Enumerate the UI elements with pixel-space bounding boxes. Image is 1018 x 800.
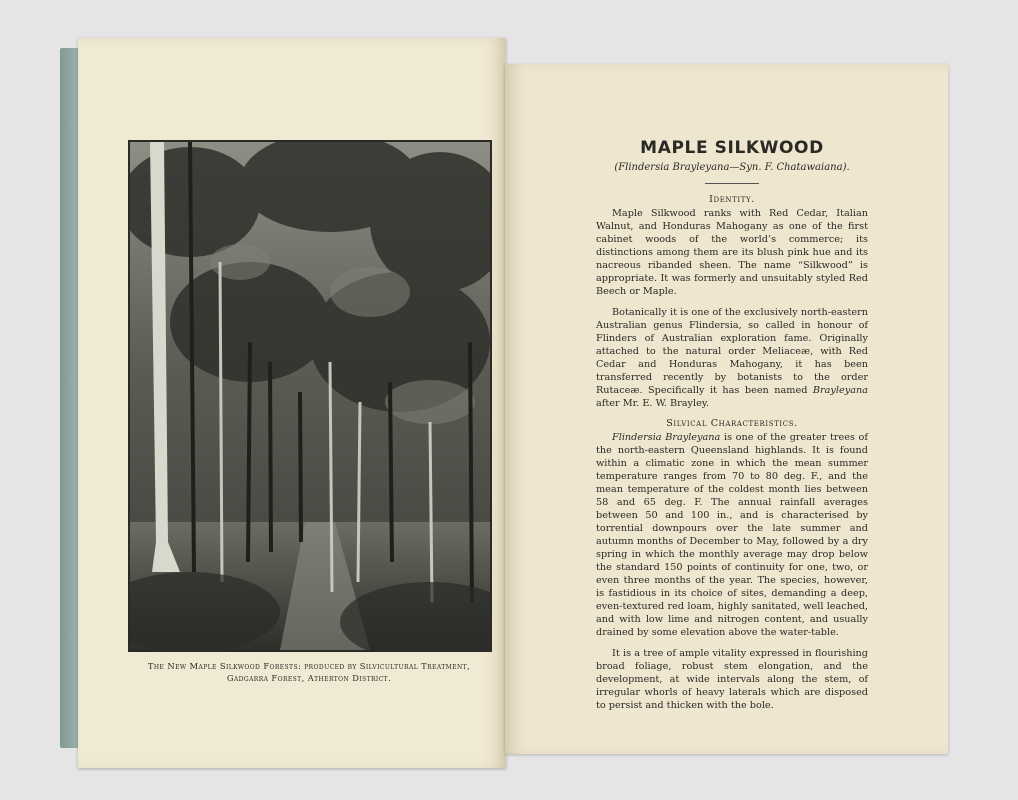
article — [596, 134, 868, 720]
paragraph-identity-2-text: Botanically it is one of the exclusively north-eastern Australian genus Flindersia, so called in honour of Flinders of Australian exploration fame. Originally attached to the natural order Meliaceæ, with Red Cedar and Honduras Mahogany, it has been transferred recently by botanists to the order Rutaceæ. Specifically it has been named — [596, 307, 868, 396]
photo-caption — [116, 660, 502, 684]
paragraph-silvical-1-text: is one of the greater trees of the north-eastern Queensland highlands. It is found within a climatic zone in which the mean summer temperature ranges from 70 to 80 deg. F., and the mean temperature of the coldest month lies between 58 and 65 deg. F. The annual rainfall averages between 50 and 100 in., and is characterised by torrential downpours over the late summer and autumn months of December to May, followed by a dry spring in which the monthly average may drop below the standard 150 points of continuity for one, two, or even three months of the year. The species, however, is fastidious in its choice of sites, demanding a deep, even-textured red loam, highly sanitated, well leached, and with low lime and nitrogen content, and usually drained by some elevation above the water-table. — [596, 432, 868, 638]
page-title: MAPLE SILKWOOD — [640, 138, 824, 158]
section-heading-identity: Identity. — [709, 194, 755, 205]
page-subtitle: (Flindersia Brayleyana—Syn. F. Chatawaiana). — [614, 162, 850, 173]
forest-photo — [128, 140, 492, 652]
divider — [705, 183, 759, 184]
forest-photo-icon — [130, 142, 490, 650]
paragraph-silvical-1 — [596, 431, 868, 639]
caption-line-2: Gadgarra Forest, Atherton District. — [226, 673, 392, 683]
paragraph-identity-2-tail: after Mr. E. W. Brayley. — [596, 398, 710, 409]
paragraph-identity-1: Maple Silkwood ranks with Red Cedar, Italian Walnut, and Honduras Mahogany as one of the first cabinet woods of the world’s commerce; its distinctions among them are its blush pink hue and its nacreous ribanded sheen. The name “Silkwood” is appropriate. It was formerly and unsuitably styled Red Beech or Maple. — [596, 208, 868, 297]
species-name-italic: Brayleyana — [812, 385, 868, 396]
section-heading-silvical: Silvical Characteristics. — [666, 418, 798, 429]
paragraph-silvical-2: It is a tree of ample vitality expressed in flourishing broad foliage, robust stem elongation, and the development, at wide intervals along the stem, of irregular whorls of heavy laterals which are disposed to persist and thicken with the bole. — [596, 648, 868, 711]
paragraph-identity-2 — [596, 306, 868, 410]
caption-line-1: The New Maple Silkwood Forests: produced by Silvicultural Treatment, — [147, 661, 471, 671]
species-name-italic-2: Flindersia Brayleyana — [612, 432, 721, 443]
